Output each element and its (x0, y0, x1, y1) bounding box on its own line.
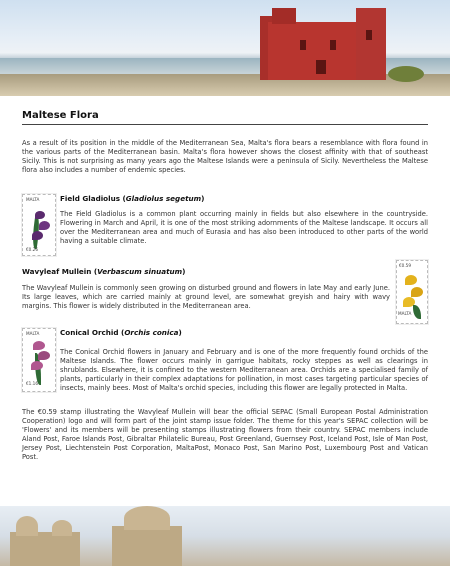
orchid-bloom (31, 361, 43, 370)
fort-tower-right (356, 8, 386, 80)
church-dome (124, 506, 170, 530)
gladiolus-bloom (32, 231, 43, 240)
mullein-leaf (413, 305, 421, 319)
church-building (10, 532, 80, 566)
gladiolus-bloom (39, 221, 50, 230)
orchid-heading: Conical Orchid (Orchis conica) (60, 328, 182, 337)
stamp-value: €0.26 (26, 247, 38, 252)
orchid-stamp (22, 328, 56, 392)
sepac-paragraph: The €0.59 stamp illustrating the Wavyleaf Mullein will bear the official SEPAC (Small European Postal Administration Cooperation) logo and will form part of the joint stamp issue folder. The theme for this year's SEPAC collection will be 'Flowers' and its members will be presenting stamps illustrating flowers from their country. SEPAC members include Aland Post, Faroe Islands Post, Gibraltar Philatelic Bureau, Post Greenland, Guernsey Post, Iceland Post, Isle of Man Post, Jersey Post, Liechtenstein Post Corporation, MaltaPost, Monaco Post, San Marino Post, Luxembourg Post and Vatican Post. (22, 408, 428, 461)
mullein-stamp (396, 260, 428, 324)
gladiolus-text: The Field Gladiolus is a common plant occurring mainly in fields but also elsewhere in the countryside. Flowering in March and April, it is one of the most striking adornments of the Maltese landscape. It occurs all over the Mediterranean area and much of Eurasia and has also been introduced to other parts of the world having a suitable climate. (60, 210, 428, 245)
fort-door (316, 60, 326, 74)
gladiolus-heading: Field Gladiolus (Gladiolus segetum) (60, 194, 205, 203)
flower-latin: Orchis conica (124, 328, 179, 337)
mullein-text: The Wavyleaf Mullein is commonly seen growing on disturbed ground and flowers in late May and early June. Its large leaves, which are carried mainly at ground level, are somewhat greyish and hairy with wavy margins. This flower is widely distributed in the Mediterranean area. (22, 284, 390, 310)
fort-turret (272, 8, 296, 24)
title-divider (22, 124, 428, 125)
orchid-text: The Conical Orchid flowers in January and February and is one of the more frequently found orchids of the Maltese Islands. The flower occurs mainly in garrigue habitats, rocky steppes as well as clearings in shrublands. Elsewhere, it is confined to the western Mediterranean area. Orchids are a specialised family of plants, particularly in their complex adaptations for pollination, in most cases targeting particular species of insects, mainly bees. Most of Malta's orchid species, including this flower are legally protected in Malta. (60, 348, 428, 392)
stamp-country: MALTA (398, 311, 412, 316)
fort-photo (0, 0, 450, 96)
gladiolus-stamp (22, 194, 56, 256)
church-photo (0, 506, 450, 566)
mullein-bloom (411, 287, 423, 297)
orchid-bloom (33, 341, 45, 350)
church-dome (16, 516, 38, 536)
church-building (112, 526, 182, 566)
bush (388, 66, 424, 82)
flower-name: Conical Orchid (60, 328, 119, 337)
orchid-bloom (38, 351, 50, 360)
gladiolus-bloom (35, 211, 45, 219)
stamp-country: MALTA (26, 331, 40, 336)
stamp-value: €1.16 (26, 381, 38, 386)
flower-latin: Verbascum sinuatum (97, 267, 183, 276)
church-dome (52, 520, 72, 536)
fort-window (300, 40, 306, 50)
flower-name: Wavyleaf Mullein (22, 267, 92, 276)
flower-name: Field Gladiolus (60, 194, 120, 203)
flower-latin: Gladiolus segetum (125, 194, 202, 203)
mullein-heading: Wavyleaf Mullein (Verbascum sinuatum) (22, 267, 186, 276)
intro-paragraph: As a result of its position in the middle of the Mediterranean Sea, Malta's flora bears a resemblance with flora found in the various parts of the Mediterranean basin. Malta's flora however shows the closest affinity with that of southeast Sicily. This is not surprising as many years ago the Maltese Islands were a peninsula of Sicily. Nevertheless the Maltese flora also includes a number of endemic species. (22, 139, 428, 174)
fort-window (366, 30, 372, 40)
stamp-country: MALTA (26, 197, 40, 202)
mullein-bloom (405, 275, 417, 285)
section-title: Maltese Flora (22, 110, 99, 121)
fort-window (330, 40, 336, 50)
stamp-value: €0.59 (399, 263, 411, 268)
